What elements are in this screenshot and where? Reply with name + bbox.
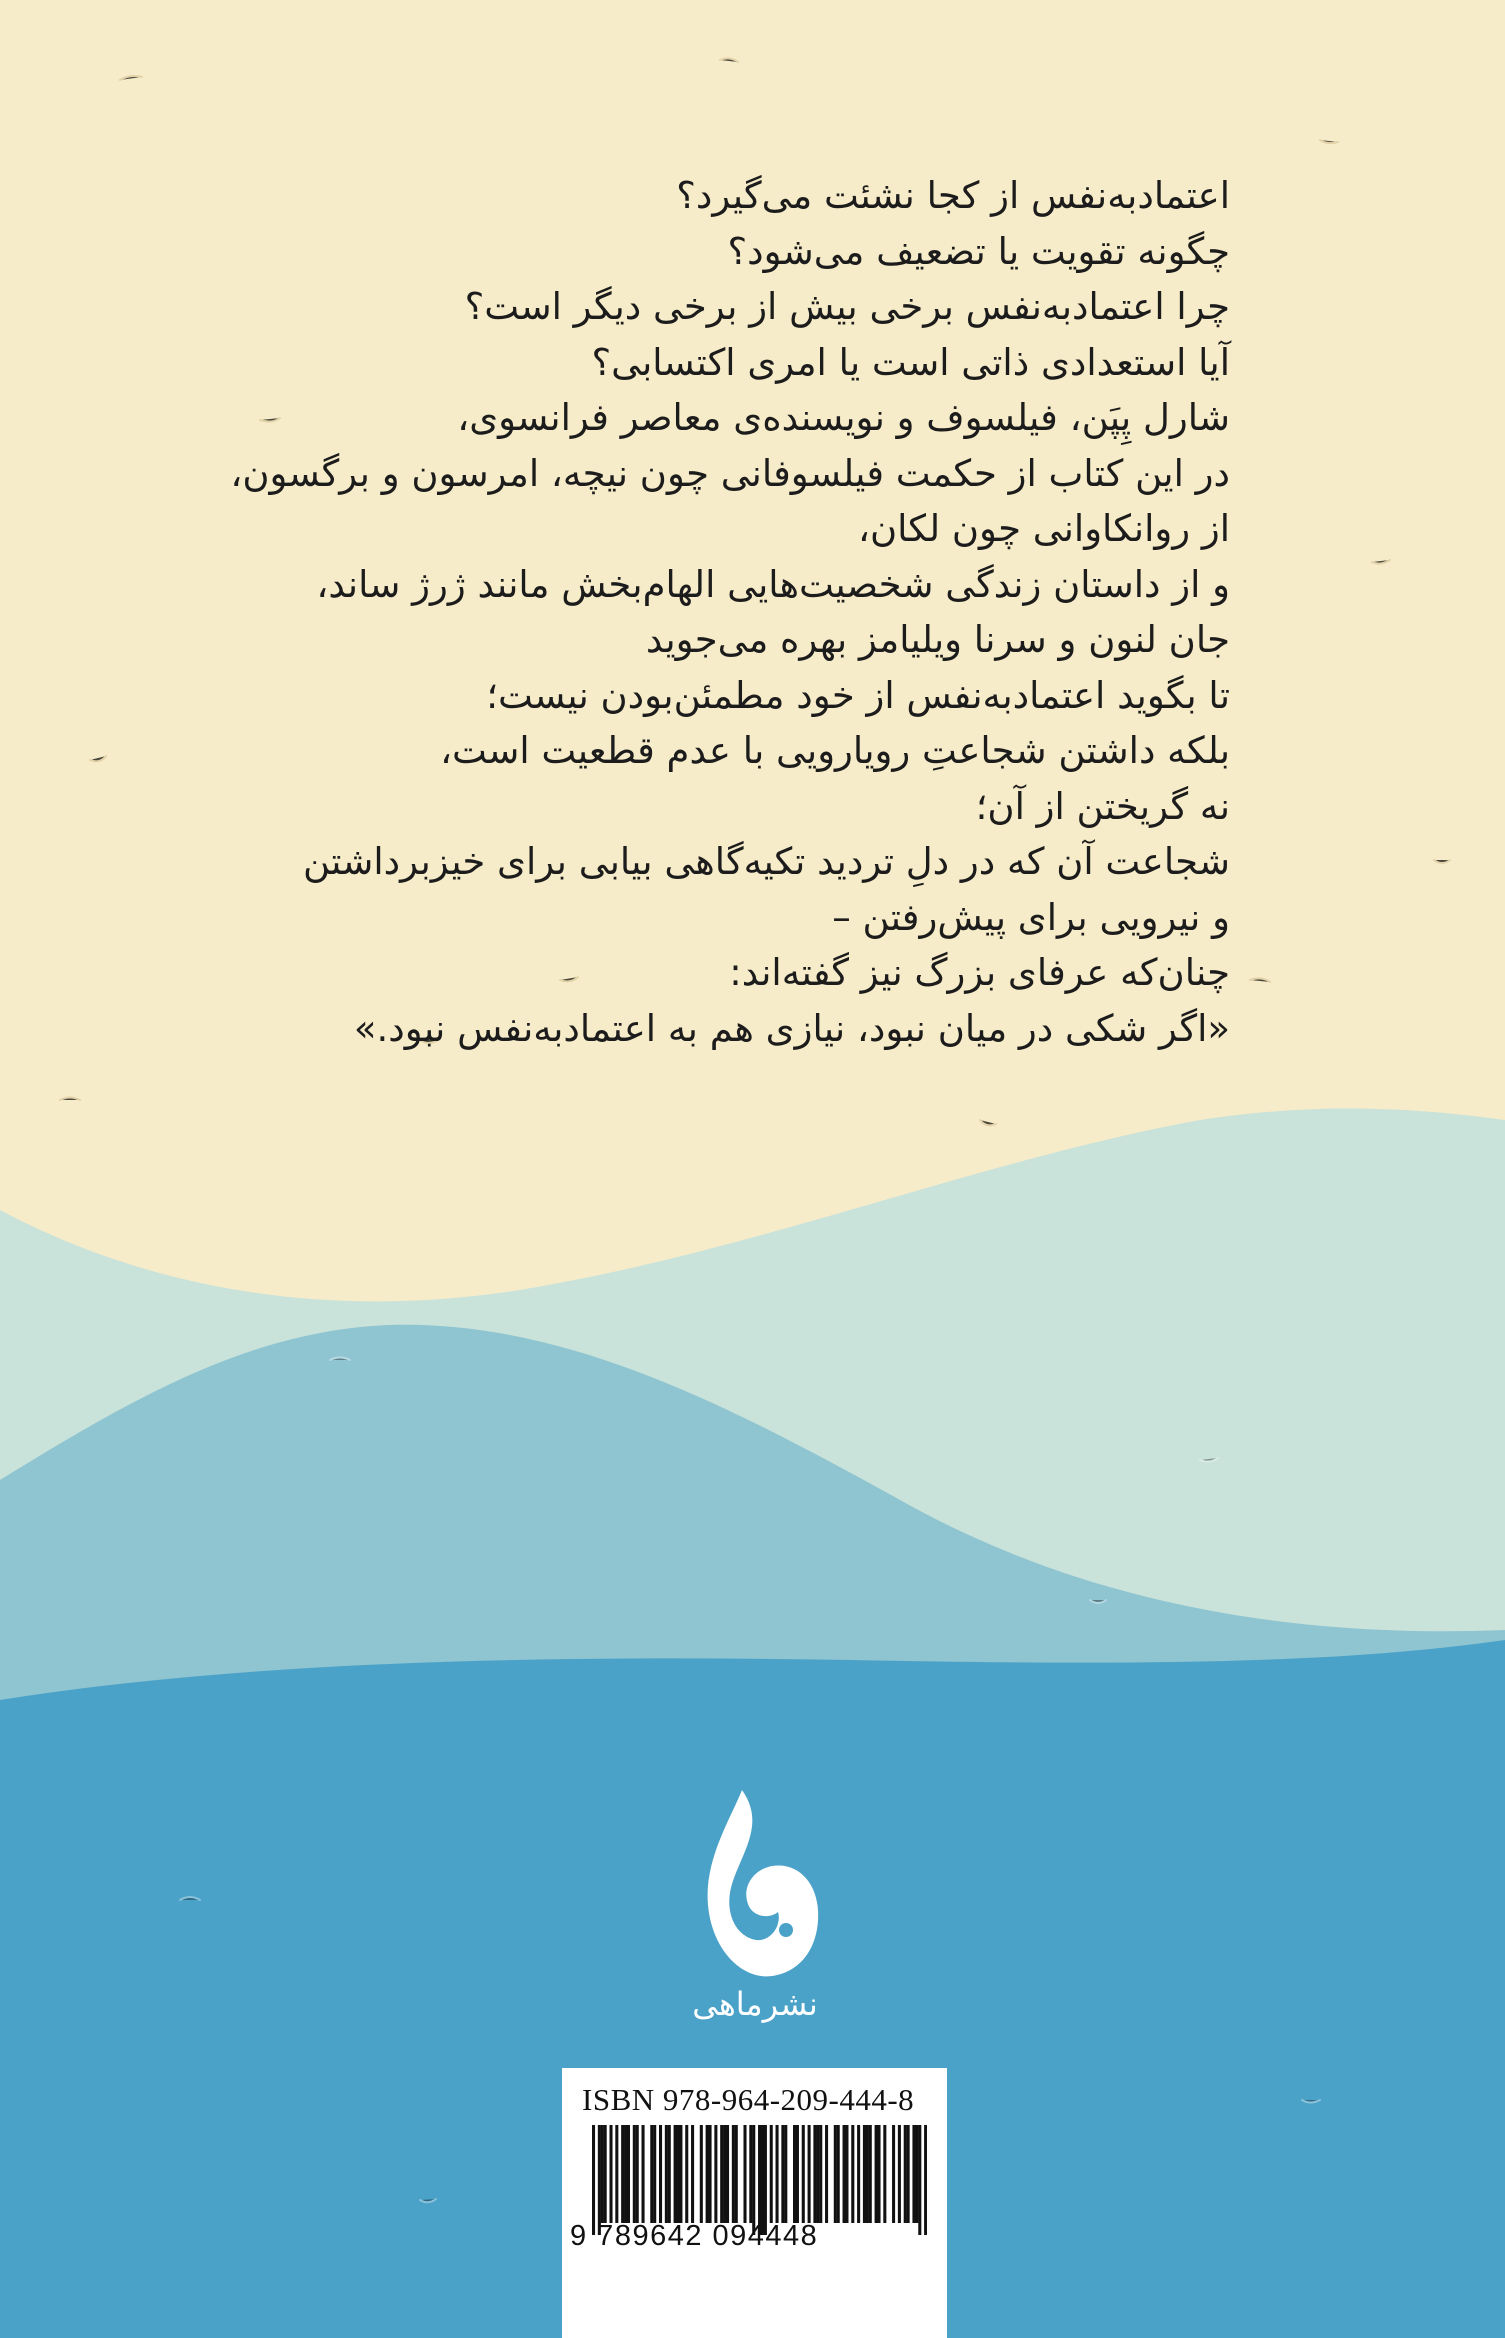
isbn-label: ISBN 978-964-209-444-8 [582,2082,915,2117]
barcode-bar [659,2125,662,2223]
barcode-bar [720,2125,723,2223]
barcode-bar [863,2125,866,2223]
barcode-bar [665,2125,668,2223]
barcode-bar [866,2125,869,2223]
barcode-bar [877,2125,880,2223]
barcode-bar [837,2125,840,2223]
blurb-line: چنان‌که عرفای بزرگ نیز گفته‌اند: [729,951,1230,994]
barcode-bar [714,2125,717,2223]
barcode-bar [592,2125,595,2235]
barcode-bar [915,2125,918,2223]
barcode-bar [706,2125,709,2223]
barcode-bar [752,2125,755,2235]
barcode-bar [857,2125,860,2223]
barcode-bar [808,2125,811,2223]
barcode-bar [732,2125,735,2223]
barcode-bar [726,2125,729,2223]
barcode-bar [636,2125,639,2223]
barcode-bar [691,2125,694,2223]
blurb-line: بلکه داشتن شجاعتِ رویارویی با عدم قطعیت است، [440,729,1230,772]
blurb-line: شارل پِپَن، فیلسوف و نویسنده‌ی معاصر فرانسوی، [457,396,1230,439]
blurb-line: نه گریختن از آن؛ [975,784,1230,828]
barcode-bar [598,2125,601,2235]
barcode-bar [802,2125,805,2223]
barcode-bar [723,2125,726,2223]
blurb-line: آیا استعدادی ذاتی است یا امری اکتسابی؟ [591,340,1230,384]
barcode-bar [650,2125,653,2223]
blurb-line: و از داستان زندگی شخصیت‌هایی الهام‌بخش مانند ژرژ ساند، [316,562,1230,606]
barcode-bar [668,2125,671,2223]
barcode-bar [904,2125,907,2223]
barcode-bar [781,2125,784,2223]
barcode-bar [776,2125,779,2223]
barcode-bar [819,2125,822,2223]
blurb-line: جان لنون و سرنا ویلیامز بهره می‌جوید [645,618,1230,661]
barcode-bar [918,2125,921,2235]
blurb-line: شجاعت آن که در دلِ تردید تکیه‌گاهی بیابی برای خیزبرداشتن [303,840,1230,883]
barcode-bar [898,2125,901,2223]
barcode-bar [825,2125,828,2223]
barcode-bar [770,2125,773,2223]
barcode-bar [679,2125,682,2223]
barcode-bar [851,2125,854,2223]
barcode-bars [592,2125,927,2235]
barcode-bar [816,2125,819,2223]
barcode-bar [869,2125,872,2223]
barcode-bar [883,2125,886,2223]
barcode-bar [834,2125,837,2223]
barcode-bar [907,2125,910,2223]
publisher-name: نشرماهی [692,1985,818,2023]
isbn-barcode [562,2068,947,2338]
barcode-bar [604,2125,607,2223]
barcode-bar [676,2125,679,2223]
barcode-bar [892,2125,895,2223]
blurb-line: از روانکاوانی چون لکان، [858,507,1230,550]
barcode-bar [764,2125,767,2235]
barcode-bar [813,2125,816,2223]
blurb-line: و نیرویی برای پیش‌رفتن – [832,895,1230,939]
back-cover-blurb [180,168,1230,1056]
barcode-bar [761,2125,764,2235]
barcode-bar [793,2125,796,2223]
barcode-bar [615,2125,618,2223]
barcode-bar [685,2125,688,2223]
barcode-bar [875,2125,878,2223]
blurb-line: چرا اعتمادبه‌نفس برخی بیش از برخی دیگر است؟ [464,285,1230,328]
barcode-bar [653,2125,656,2223]
barcode-bar [843,2125,846,2223]
barcode-bar [845,2125,848,2223]
blurb-line: در این کتاب از حکمت فیلسوفانی چون نیچه، امرسون و برگسون، [230,451,1230,495]
barcode-bar [627,2125,630,2223]
barcode-bar [796,2125,799,2223]
barcode-bar [624,2125,627,2223]
barcode-bar [924,2125,927,2235]
barcode-bar [601,2125,604,2223]
barcode-bar [784,2125,787,2223]
barcode-bar [912,2125,915,2223]
barcode-bar [700,2125,703,2223]
barcode-bar [674,2125,677,2223]
barcode-bar [743,2125,746,2223]
barcode-bar [758,2125,761,2235]
barcode-bar [749,2125,752,2223]
barcode-bar [633,2125,636,2223]
blurb-line: اعتمادبه‌نفس از کجا نشئت می‌گیرد؟ [676,174,1230,217]
barcode-bar [642,2125,645,2223]
barcode-digits: 9 789642 094448 [570,2220,819,2252]
barcode-bar [609,2125,612,2223]
blurb-line: چگونه تقویت یا تضعیف می‌شود؟ [727,229,1230,273]
blurb-line: تا بگوید اعتمادبه‌نفس از خود مطمئن‌بودن نیست؛ [486,673,1230,717]
blurb-line: «اگر شکی در میان نبود، نیازی هم به اعتمادبه‌نفس نبود.» [353,1006,1230,1050]
barcode-bar [621,2125,624,2223]
barcode-bar [709,2125,712,2223]
barcode-bar [735,2125,738,2223]
